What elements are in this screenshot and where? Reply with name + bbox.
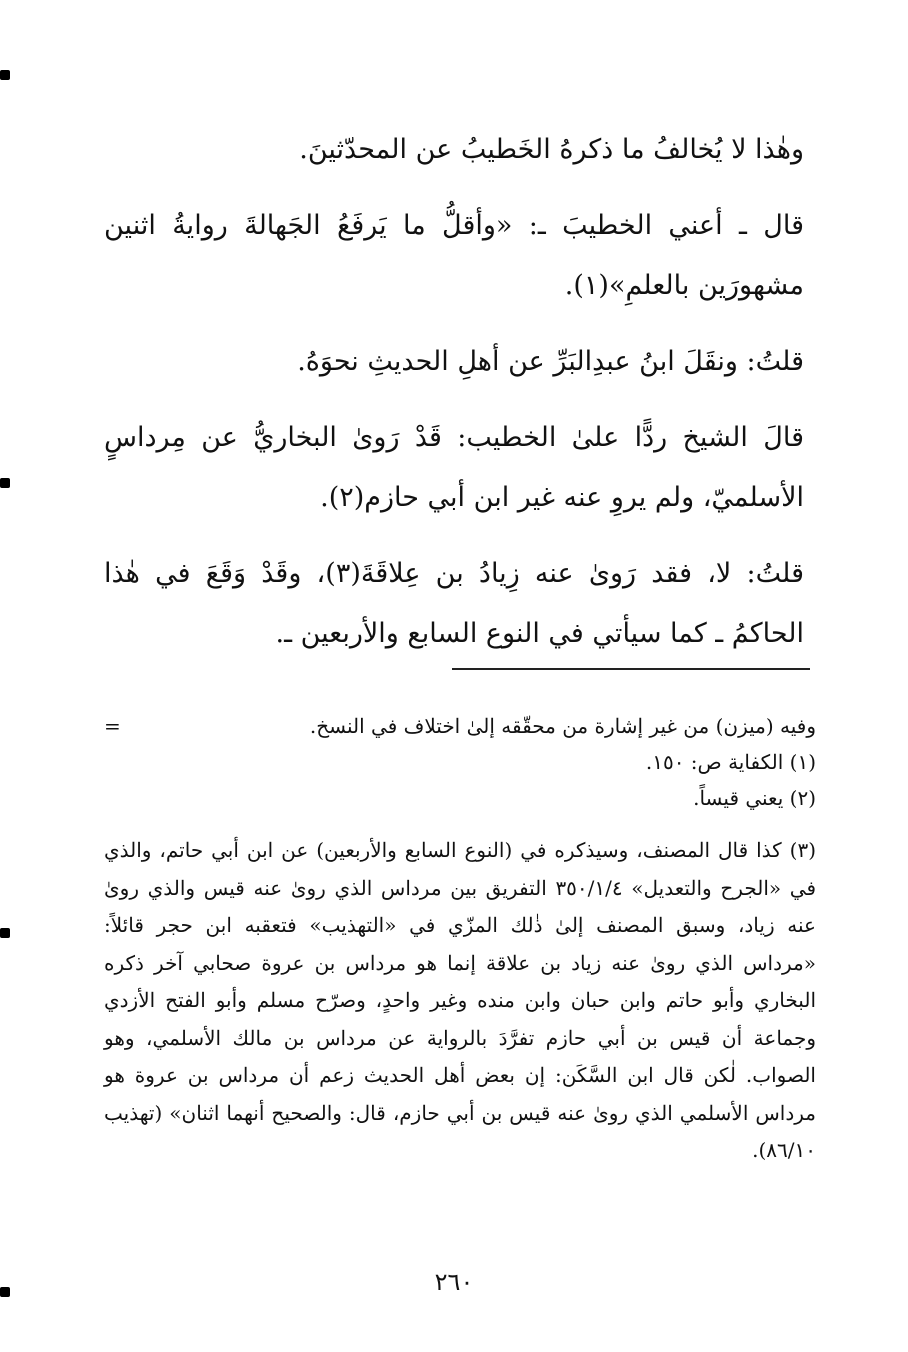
main-text xyxy=(104,120,804,680)
footnote-separator xyxy=(452,668,810,670)
paragraph-4: قالَ الشيخ ردًّا علىٰ الخطيب: قَدْ رَوىٰ البخاريُّ عن مِرداسٍ الأسلميّ، ولم يروِ عنه غير ابن أبي حازم(٢). xyxy=(104,422,804,513)
continuation-mark: = xyxy=(104,714,121,738)
page-number: ٢٦٠ xyxy=(434,1268,474,1296)
scan-edge-mark xyxy=(0,478,10,488)
footnote-2: (٢) يعني قيساً. xyxy=(693,786,816,810)
paragraph-5: قلتُ: لا، فقد رَوىٰ عنه زِيادُ بن عِلاقَةَ(٣)، وقَدْ وَقَعَ في هٰذا الحاكمُ ـ كما سيأتي في النوع السابع والأربعين ـ. xyxy=(104,558,804,649)
scan-edge-mark xyxy=(0,70,10,80)
footnote-1: (١) الكفاية ص: ١٥٠. xyxy=(645,750,816,774)
footnotes xyxy=(104,708,816,1190)
paragraph-1: وهٰذا لا يُخالفُ ما ذكرهُ الخَطيبُ عن المحدّثينَ. xyxy=(299,134,804,165)
continuation-text: وفيه (ميزن) من غير إشارة من محقّقه إلىٰ اختلاف في النسخ. xyxy=(309,714,816,738)
paragraph-2: قال ـ أعني الخطيبَ ـ: «وأقلُّ ما يَرفَعُ الجَهالةَ روايةُ اثنين مشهورَين بالعلمِ»(١). xyxy=(104,210,804,301)
footnote-continuation xyxy=(104,708,816,744)
paragraph-3: قلتُ: ونقَلَ ابنُ عبدِالبَرِّ عن أهلِ الحديثِ نحوَهُ. xyxy=(297,346,804,377)
scan-edge-mark xyxy=(0,1287,10,1297)
scan-edge-mark xyxy=(0,928,10,938)
footnote-3: (٣) كذا قال المصنف، وسيذكره في (النوع السابع والأربعين) عن ابن أبي حاتم، والذي في «الجرح والتعديل» ٣٥٠/١/٤ التفريق بين مرداس الذي روىٰ عنه قيس والذي روىٰ عنه زياد، وسبق المصنف إلىٰ ذٰلك المزّي في «التهذيب» فتعقبه ابن حجر قائلاً: «مرداس الذي روىٰ عنه زياد بن علاقة إنما هو مرداس بن عروة صحابي آخر ذكره البخاري وأبو حاتم وابن حبان وابن منده وغير واحدٍ، وصرّح مسلم وأبو الفتح الأزدي وجماعة أن قيس بن أبي حازم تفرَّدَ بالرواية عن مرداس بن مالك الأسلمي، وهو الصواب. لٰكن قال ابن السَّكَن: إن بعض أهل الحديث زعم أن مرداس بن عروة هو مرداس الأسلمي الذي روىٰ عنه قيس بن أبي حازم، قال: والصحيح أنهما اثنان» (تهذيب ٨٦/١٠). xyxy=(104,838,817,1162)
